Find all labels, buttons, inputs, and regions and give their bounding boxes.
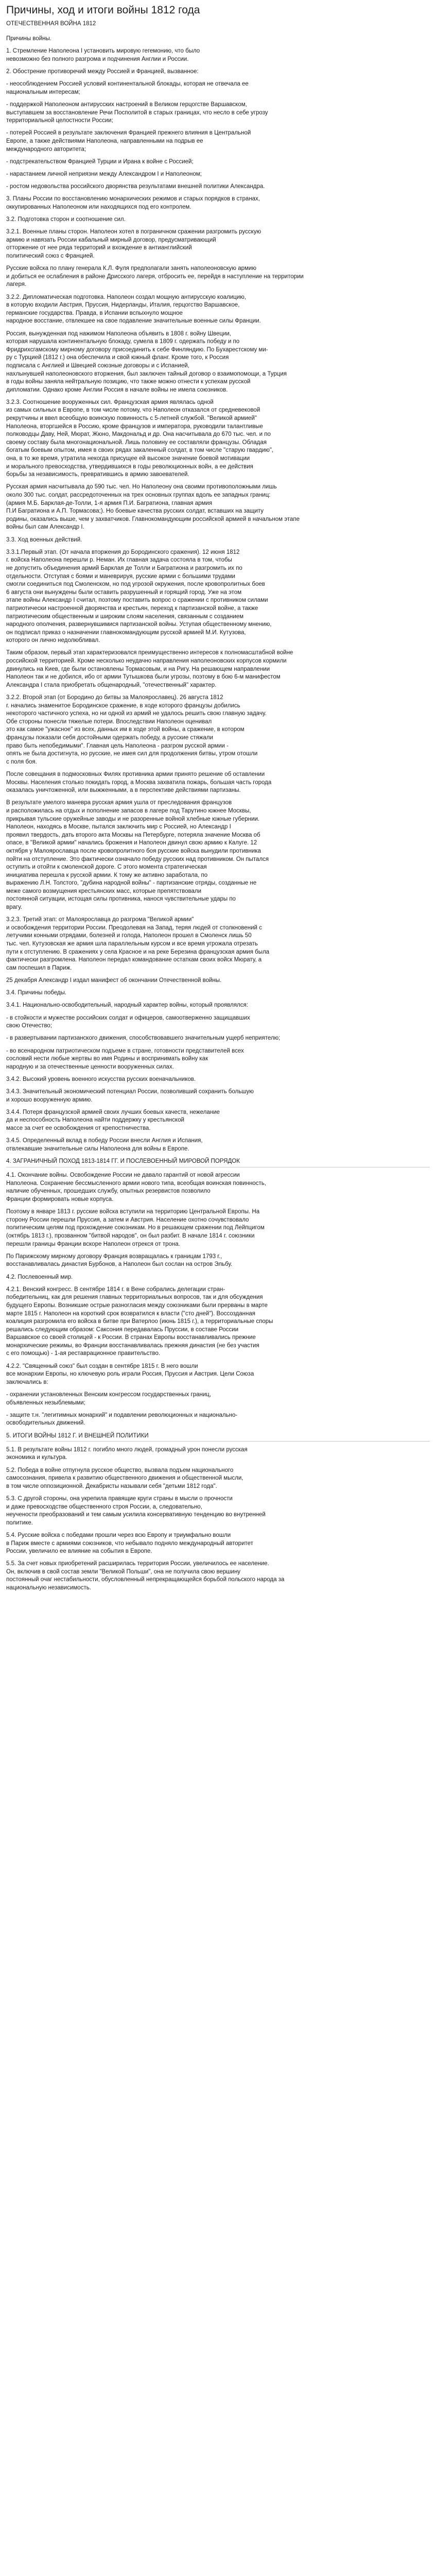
page-title: Причины, ход и итоги войны 1812 года xyxy=(6,4,200,16)
paragraph: 3. Планы России по восстановлению монархических режимов и старых порядков в странах, оккупированных Наполеоном или находящихся под его контролем. xyxy=(6,196,260,210)
paragraph: По Парижскому мирному договору Франция возвращалась к границам 1793 г., восстанавливалась династия Бурбонов, а Наполеон был сослан на остров Эльбу. xyxy=(6,1253,233,1268)
paragraph: - в стойкости и мужестве российских солдат и офицеров, самоотверженно защищавших свою Отечество; xyxy=(6,1014,250,1029)
paragraph: 3.3. Ход военных действий. xyxy=(6,536,82,543)
paragraph: Русская армия насчитывала до 590 тыс. чел. Но Наполеону она своими противоположными лишь около 300 тыс. солдат, рассредоточенных на трех основных группах вдоль ее западных границ: (армия М.Б. Барклая-де-Толли, 1-я армия П.И. Багратиона, главная армия П.И Багратиона и А.П. Тормасова;). Но боевые качества русских солдат, вставших на защиту родины, оказались выше, чем у захватчиков. Главнокомандующим российской армией в начальном этапе войны был сам Александр I. xyxy=(6,484,300,531)
paragraph: 5.1. В результате войны 1812 г. погибло много людей, громадный урон понесли русская экономика и культура. xyxy=(6,1446,248,1461)
paragraph: Россия, вынужденная под нажимом Наполеона объявить в 1808 г. войну Швеции, которая нарушала континентальную блокаду, сумела в 1809 г. одержать победу и по Фридрихсгамскому мирному договору присоединить к себе Финляндию. По Бухарестскому ми- ру с Турцией (1812 г.) она обеспечила и свой южный фланг. Кроме того, к Россия подписала с Англией и Швецией союзные договоры и с Испанией, нахлынувшей наполеоновского вторжения, был заключен тайный договор о взаимопомощи, а Турция в годы войны заняла нейтральную позицию, что также можно отнести к успехам русской дипломатии. Однако кроме Англии Россия в начале войны не имела союзников. xyxy=(6,330,287,393)
paragraph: 3.2.2. Второй этап (от Бородино до битвы за Малоярославец). 26 августа 1812 г. начались знаменитое Бородинское сражение, в ходе которого французы добились некоторого частичного успеха, но ни одной из армий не удалось решить свою главную задачу. Обе стороны понесли тяжелые потери. Впоследствии Наполеон оценивал это как самое "ужасное" из всех, данных им в ходе этой войны, а сражение, в котором французы показали себя достойными одержать победу, а русские стяжали право быть непобедимыми". Главная цель Наполеона - разгром русской армии - опять не была достигнута, но русские, не имея сил для продолжения битвы, утром отошли с поля боя. xyxy=(6,694,267,765)
paragraph: 3.4. Причины победы. xyxy=(6,990,67,996)
paragraph: Русские войска по плану генерала К.Л. Фуля предполагали занять наполеоновскую армию и добиться ее ослабления в районе Дрисского лагеря, отбросить ее, перейдя в наступление на территории лагеря. xyxy=(6,265,304,288)
paragraph: - поддержкой Наполеоном антирусских настроений в Великом герцогстве Варшавском, выступавшем за восстановление Речи Посполитой в старых границах, что несло в себе угрозу территориальной целостности России; xyxy=(6,101,268,124)
paragraph: - защите т.н. "легитимных монархий" и подавлении революционных и национально- освободительных движений. xyxy=(6,1412,238,1427)
paragraph: 3.2.1. Военные планы сторон. Наполеон хотел в пограничном сражении разгромить русскую армию и навязать России кабальный мирный договор, предусматривающий отторжение от нее ряда территорий и вхождение в антианглийский политический союз с Францией. xyxy=(6,229,261,259)
paragraph: 3.4.2. Высокий уровень военного искусства русских военачальников. xyxy=(6,1076,196,1082)
paragraph: После совещания в подмосковных Филях противника армии принято решение об оставлении Москвы. Населения столько покидать город, а Москва захватила пожарь, большая часть города оказалась уничтоженной, или выжженными, а в перспективе действиями партизаны. xyxy=(6,771,272,794)
paragraph: 4.2.1. Венский конгресс. В сентябре 1814 г. в Вене собрались делегации стран- победительниц, как для решения главных территориальных вопросов, так и для обсуждения будущего Европы. Возникшие острые разногласия между союзниками были прерваны в марте марте 1815 г. Наполеон на короткий срок возвратился к власти ("сто дней"). Воссозданная коалиция разгромила его войска в битве при Ватерлоо (июнь 1815 г.), а территориальные споры решались следующим образом: Саксония передавалась Пруссии, в составе России Варшавское со своей столицей - к России. В странах Европы восстанавливались прежние монархические режимы, во Франции восстанавливалась прежняя династия (не без участия с его помощью) - 1-ая реставрационное правительство. xyxy=(6,1286,273,1357)
section-heading: 4. ЗАГРАНИЧНЫЙ ПОХОД 1813-1814 ГГ. И ПОСЛЕВОЕННЫЙ МИРОВОЙ ПОРЯДОК xyxy=(6,1158,430,1167)
paragraph: Причины войны. xyxy=(6,36,51,42)
paragraph: 3.3.1.Первый этап. (От начала вторжения до Бородинского сражения). 12 июня 1812 г. войска Наполеона перешли р. Неман. Их главная задача состояла в том, чтобы не допустить объединения армий Барклая де Толли и Багратиона и разгромить их по отдельности. Отступая с боями и маневрируя, русские армии с большими трудами смогли соединиться под Смоленском, но под угрозой окружения, после кровопролитных боев 6 августа они вынуждены были оставить разрушенный и горящий город. Уже на этом этапе войны Александр I считал, поэтому поставить вопрос о сражении с противником силами патриотически настроенной дворянства и крестьян, переход к партизанской войне, а также патриотическим общественным и широким слоям населения, связанным с созданием народного ополчения, развернувшимися партизанской войны. Уступая общественному мнению, он подписал приказ о назначении главнокомандующим русской армией М.И. Кутузова, которого он лично недолюбливал. xyxy=(6,549,272,644)
paragraph: - подстрекательством Францией Турции и Ирана к войне с Россией; xyxy=(6,158,194,165)
paragraph: 5.5. За счет новых приобретений расширилась территория России, увеличилось ее население. Он, включив в свой состав земли "Великой Польши", она не получила свою вершину постоянный очаг нестабильности, обусловленный непрекращающейся борьбой польского народа за национальную независимость. xyxy=(6,1561,285,1591)
section-heading: 5. ИТОГИ ВОЙНЫ 1812 Г. И ВНЕШНЕЙ ПОЛИТИКИ xyxy=(6,1432,430,1442)
paragraph: - ростом недовольства российского дворянства результатами внешней политики Александра. xyxy=(6,183,265,190)
paragraph: 5.2. Победа в войне отпугнула русское общество, вызвала подъем национального самосознания, привела к развитию общественного движения и общественной мысли, в том числе оппозиционной. Декабристы называли себя "детьми 1812 года". xyxy=(6,1467,243,1489)
paragraph: В результате умелого маневра русская армия ушла от преследования французов и расположилась на отдых и пополнение запасов в лагере под Тарутино южнее Москвы, прикрывая тульские оружейные заводы и не разоренные войной хлебные южные губернии. Наполеон, находясь в Москве, пытался заключить мир с Россией, но Александр I проявил твердость, дать второго акта Москвы на Петербурге, потеряла значение Москва об опасе, в "Великой армии" начались брожения и Наполеон двинул свою армию к Калуге. 12 октября у Малоярославца после кровопролитного боя русские войска вынудили противника пойти на отступление. Это фактически означало победу русских над противником. Он пытался оступить и отойти к смоленской дороге. С этого момента стратегическая инициатива перешла к русской армии. К тому же активно заработала, по выражению Л.Н. Толстого, "дубина народной войны" - партизанские отряды, созданные не меже самого возмущения крестьянских масс, которые препятствовали постоянной ситуации, истощая силы противника, нанося чувствительные удары по врагу. xyxy=(6,800,269,911)
paragraph: - нарастанием личной неприязни между Александром I и Наполеоном; xyxy=(6,171,202,177)
paragraph: 5.4. Русские войска с победами прошли через всю Европу и триумфально вошли в Париж вместе с армиями союзников, что небывало подняло международный авторитет России, увеличило ее влияние на события в Европе. xyxy=(6,1532,253,1555)
paragraph: - охранении установленных Венским конгрессом государственных границ, объявленных незыблемыми; xyxy=(6,1392,212,1406)
paragraph: 4.2.2. "Священный союз" был создан в сентябре 1815 г. В него вошли все монархии Европы, но ключевую роль играли Россия, Пруссия и Австрия. Цели Союза заключались в: xyxy=(6,1363,254,1385)
paragraph: 3.2. Подготовка сторон и соотношение сил. xyxy=(6,216,126,223)
paragraph: 2. Обострение противоречий между Россией и Францией, вызванное: xyxy=(6,68,199,75)
paragraph: 3.4.1. Национально-освободительный, народный характер войны, который проявлялся: xyxy=(6,1002,248,1009)
paragraph: 3.2.3. Соотношение вооруженных сил. Французская армия являлась одной из самых сильных в Европе, в том числе потому, что Наполеон отказался от средневековой рекрутчины и ввел всеобщую воинскую повинность с 5-летней службой. "Великой армией" Наполеона, вторгшейся в Россию, кроме французов и императора, руководили талантливые полководцы Даву, Ней, Мюрат, Жюно, Макдональд и др. Она насчитывала до 670 тыс. чел. и по своему составу была многонациональной. Лишь половину ее составляли французы. Обладая богатым боевым опытом, имея в своих рядах закаленный солдат, в том числе "старую гвардию", она, в то же время, утратила некогда присущее ей высокое значение боевой мотивации и морального превосходства, утвердившихся в годы революционных войн, а ее действия борьбы за независимость, превратившись в армию завоевателей. xyxy=(6,399,274,478)
document-body xyxy=(6,35,430,1592)
paragraph: 25 декабря Александр I издал манифест об окончании Отечественной войны. xyxy=(6,977,222,984)
paragraph: 4.2. Послевоенный мир. xyxy=(6,1274,73,1280)
paragraph: - во всенародном патриотическом подъеме в стране, готовности представителей всех сословий нести любые жертвы во имя Родины и воспринимать войну как народную и за отечественные ценности вооруженных силах. xyxy=(6,1047,244,1070)
paragraph: - потерей Россией в результате заключения Францией прежнего влияния в Центральной Европе, а также действиями Наполеона, направленными на подрыв ее международного авторитета; xyxy=(6,130,251,152)
paragraph: 5.3. С другой стороны, она укрепила правящие круги страны в мысли о прочности и даже превосходстве общественного строя России, а, следовательно, неучености преобразований и тем самым усилила консервативную тенденцию во внутренней политике. xyxy=(6,1495,266,1526)
paragraph: 4.1. Окончание войны. Освобождение России не давало гарантий от новой агрессии Наполеона. Сохранение бессмысленного армии нового типа, всеобщая воинская повинность, наличие обученных, прошедших службу, опытных резервистов позволило Франции формировать новые корпуса. xyxy=(6,1172,266,1202)
paragraph: - неособлюдением Россией условий континентальной блокады, которая не отвечала ее национальным интересам; xyxy=(6,81,249,95)
page-subtitle: ОТЕЧЕСТВЕННАЯ ВОЙНА 1812 xyxy=(6,21,96,27)
paragraph: 3.4.4. Потеря французской армией своих лучших боевых качеств, нежелание да и неспособность Наполеона найти поддержку у крестьянской массе за счет ее освобождения от крепостничества. xyxy=(6,1109,220,1132)
paragraph: 3.2.3. Третий этап: от Малоярославца до разгрома "Великой армии" и освобождения территории России. Преодолевая на Запад, теряя людей от столкновений с летучими конными отрядами, болезней и голода, Наполеон прошел в Смоленск лишь 50 тыс. чел. Кутузовская же армия шла параллельным курсом и все время угрожала отрезать пути к отступлению. В сражениях у села Красное и на реке Березина французская армия была фактически разгромлена. Наполеон передал командование остаткам своих войск Мюрату, а сам поспешил в Париж. xyxy=(6,917,270,971)
paragraph: - в развертывании партизанского движения, способствовавшего значительным ущерб неприятелю; xyxy=(6,1035,281,1042)
paragraph: 3.4.3. Значительный экономический потенциал России, позволивший сохранить большую и хорошо вооруженную армию. xyxy=(6,1089,254,1103)
paragraph: 1. Стремление Наполеона I установить мировую гегемонию, что было невозможно без полного разгрома и подчинения Англии и России. xyxy=(6,48,200,62)
paragraph: Поэтому в январе 1813 г. русские войска вступили на территорию Центральной Европы. На сторону России перешли Пруссия, а затем и Австрия. Население охотно сочувствовало политическим целям под прохождение союзникам. Но в решающем сражении под Лейпцигом (октябрь 1813 г.), прозванном "битвой народов", он был разбит. В начале 1814 г. союзники перешли границы Франции вскоре Наполеон отрекся от трона. xyxy=(6,1209,265,1247)
paragraph: 3.4.5. Определенный вклад в победу России внесли Англия и Испания, отвлекавшие значительные силы Наполеона для войны в Европе. xyxy=(6,1138,203,1152)
paragraph: Таким образом, первый этап характеризовался преимущественно интересов к полномасштабной войне российской территорией. Кроме несколько неудачно направления наполеоновских корпусов кормили двинулись на Киев, где были остановлены Тормасовым, и на Ригу. На решающем направлении Наполеон так и не добился, ибо от армии Тутышкова были угрозы, поэтому в бою 6-м манифестом Александра I стала приобретать общенародный, "отечественный" характер. xyxy=(6,650,293,688)
paragraph: 3.2.2. Дипломатическая подготовка. Наполеон создал мощную антирусскую коалицию, в которую входили Австрия, Пруссия, Нидерланды, Италия, герцогство Варшавское, германские государства. Правда, в Испании вспыхнуло мощное народное восстание, отвлекшее на свое подавление значительные военные силы Франции. xyxy=(6,294,261,325)
